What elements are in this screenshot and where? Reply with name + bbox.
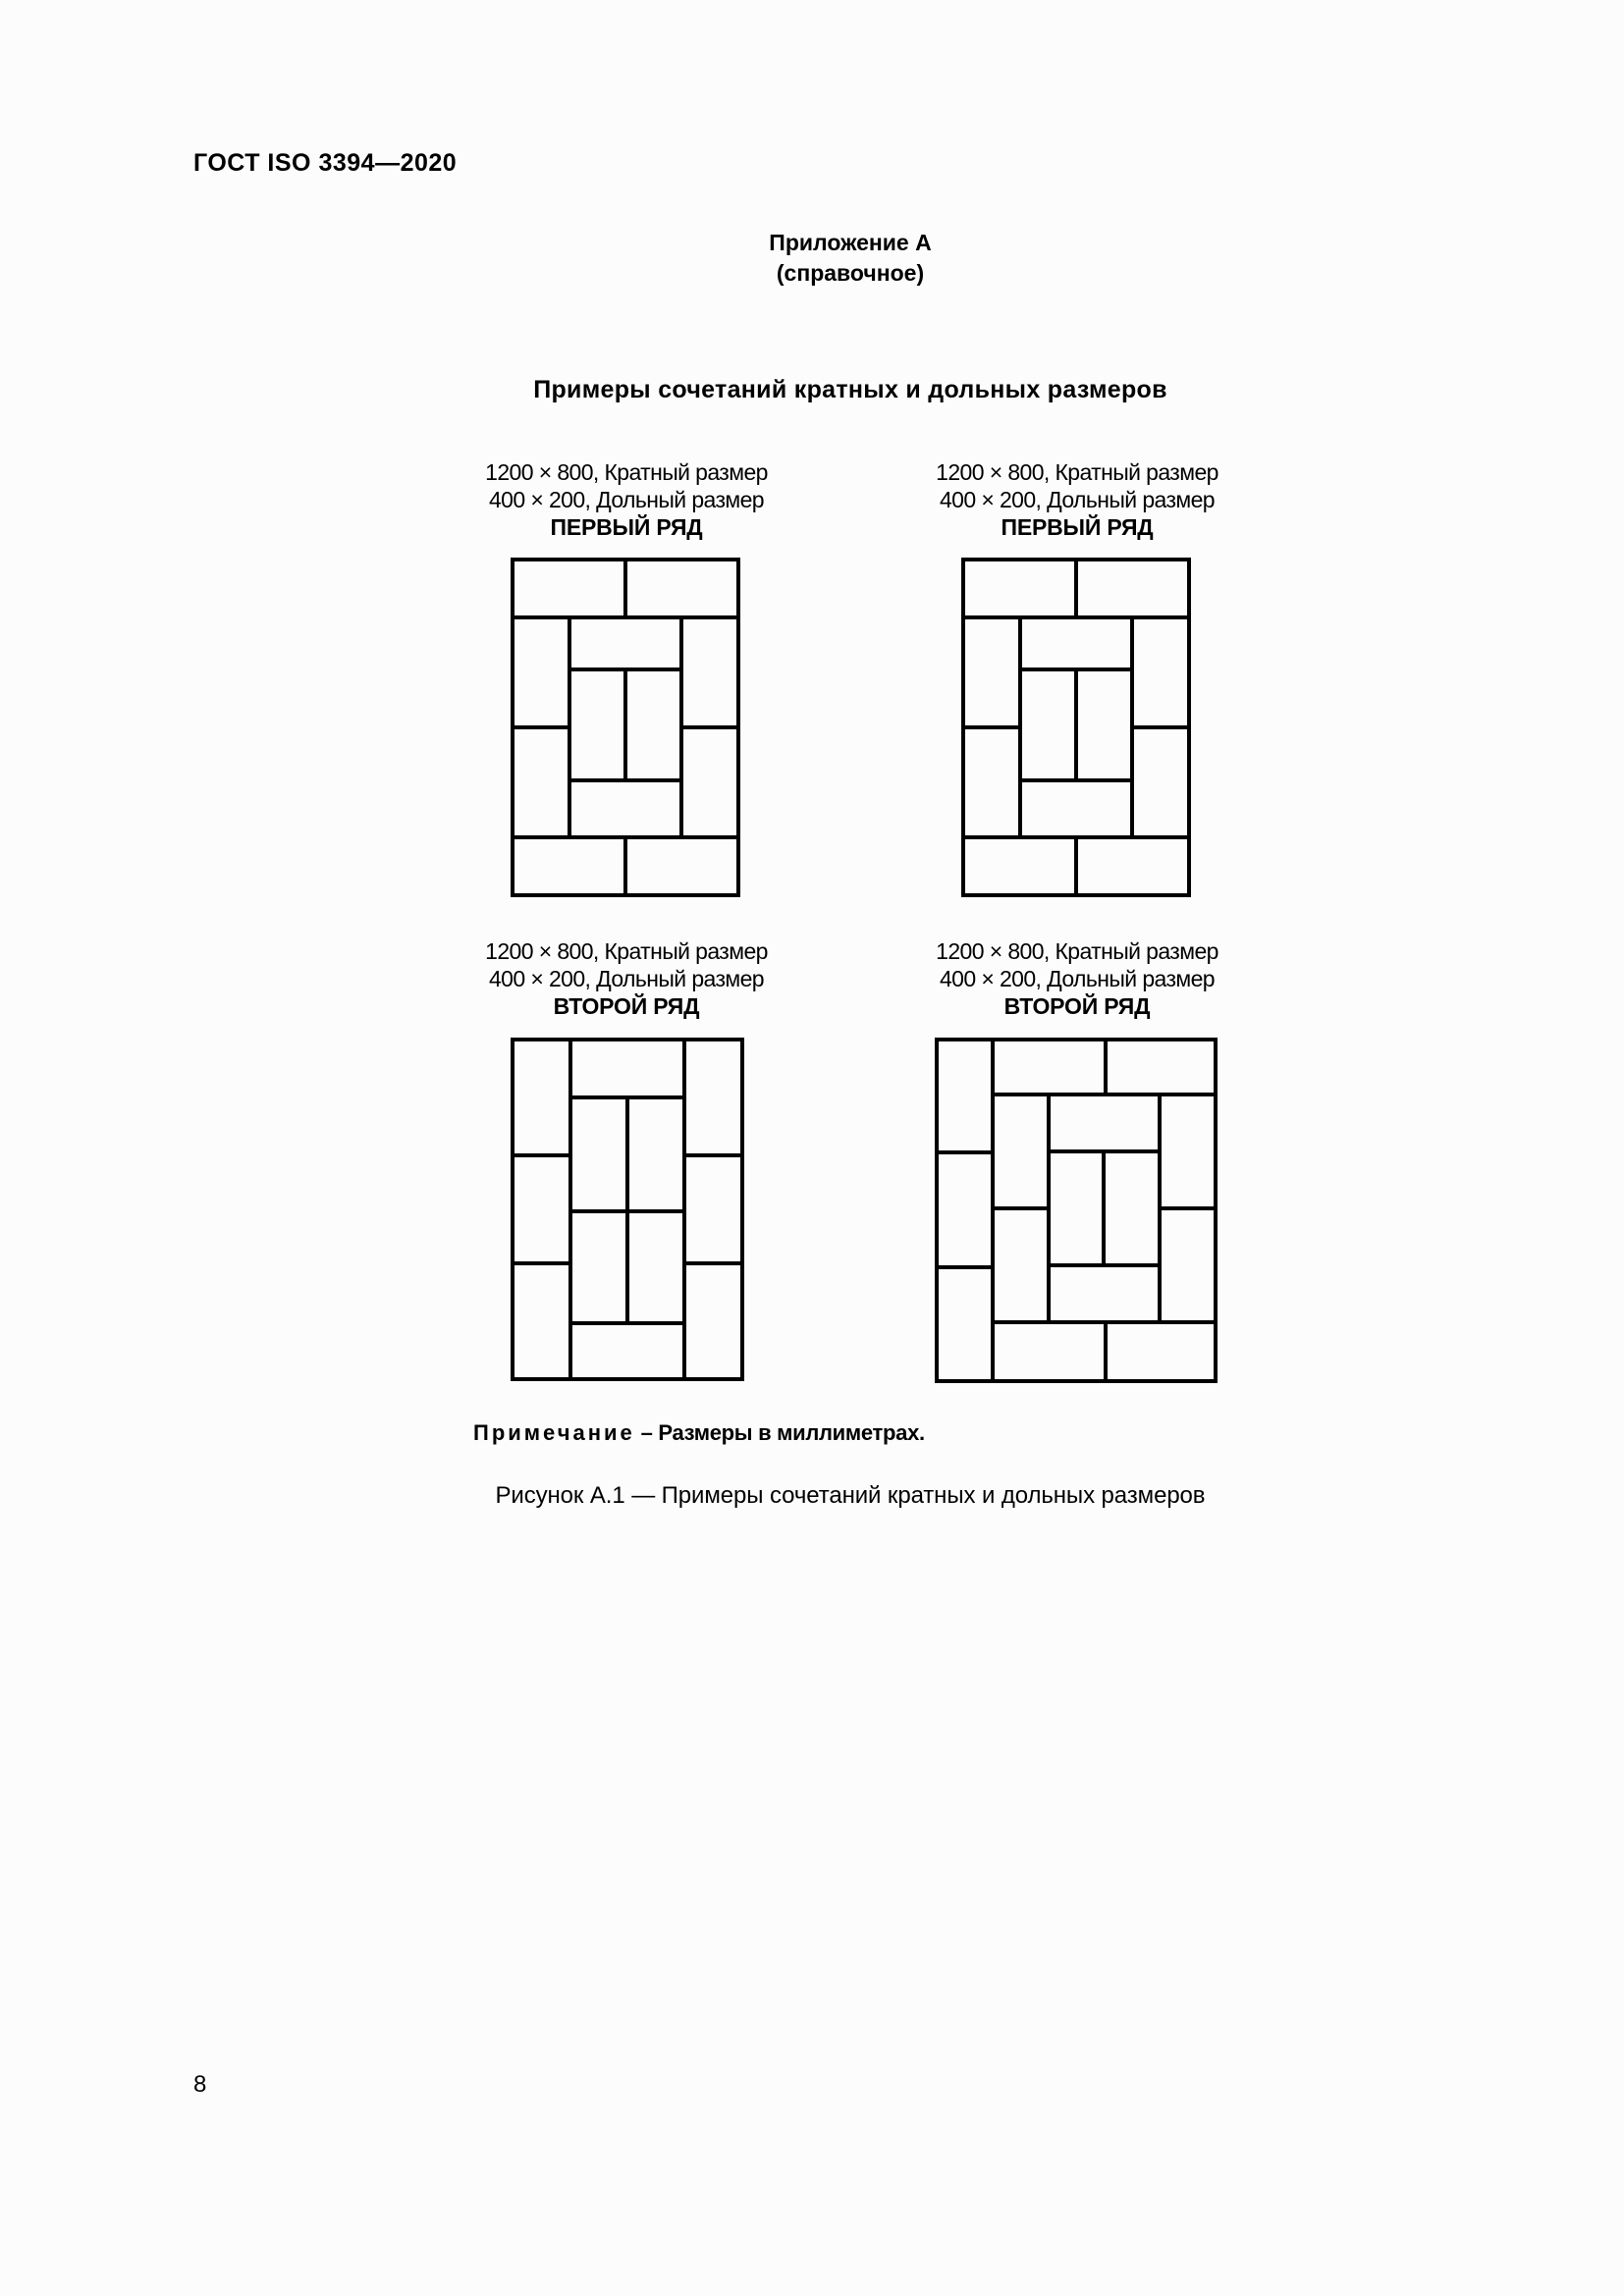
pallet-block: [963, 560, 1076, 617]
pallet-block: [625, 560, 738, 617]
page-number: 8: [193, 2071, 207, 2098]
caption-row-name: ВТОРОЙ РЯД: [553, 993, 700, 1019]
pallet-block: [993, 1208, 1049, 1322]
pallet-block: [570, 1040, 684, 1097]
pallet-block: [513, 1155, 570, 1263]
dimensions-note: [473, 1420, 925, 1446]
pallet-block: [1020, 780, 1132, 837]
pallet-block: [625, 837, 738, 895]
pallet-block: [513, 560, 625, 617]
pattern-caption-top-left: [420, 458, 833, 541]
caption-fractional-size: 400 × 200, Дольный размер: [939, 487, 1215, 512]
caption-fractional-size: 400 × 200, Дольный размер: [939, 966, 1215, 991]
pallet-block: [684, 1040, 742, 1155]
document-code: ГОСТ ISO 3394—2020: [193, 149, 458, 177]
pallet-block: [569, 669, 625, 780]
pallet-block: [937, 1267, 993, 1381]
annex-label: Приложение А: [769, 230, 932, 255]
caption-row-name: ВТОРОЙ РЯД: [1003, 993, 1151, 1019]
pallet-block: [569, 780, 681, 837]
pallet-block: [1160, 1095, 1216, 1208]
pallet-block: [569, 617, 681, 669]
pallet-block: [1106, 1040, 1216, 1095]
caption-multiple-size: 1200 × 800, Кратный размер: [936, 938, 1218, 964]
pallet-block: [937, 1040, 993, 1152]
caption-row-name: ПЕРВЫЙ РЯД: [1001, 514, 1154, 540]
pallet-block: [513, 1040, 570, 1155]
pallet-block: [513, 1263, 570, 1379]
pallet-pattern-first-row-left: [511, 558, 740, 897]
pallet-pattern-second-row-right: [935, 1038, 1218, 1383]
caption-row-name: ПЕРВЫЙ РЯД: [550, 514, 703, 540]
annex-type: (справочное): [776, 260, 925, 286]
pallet-block: [937, 1152, 993, 1267]
pallet-block: [625, 669, 681, 780]
pallet-block: [1132, 617, 1189, 727]
section-heading: Примеры сочетаний кратных и дольных размеров: [533, 376, 1167, 403]
pattern-caption-bottom-left: [420, 937, 833, 1020]
pallet-block: [627, 1097, 684, 1211]
pallet-block: [963, 617, 1020, 727]
pattern-caption-top-right: [871, 458, 1283, 541]
pallet-block: [570, 1097, 627, 1211]
pallet-pattern-second-row-left: [511, 1038, 744, 1381]
pallet-block: [993, 1322, 1106, 1381]
pallet-block: [684, 1263, 742, 1379]
pallet-block: [1020, 669, 1076, 780]
pallet-block: [1076, 669, 1132, 780]
pallet-block: [993, 1040, 1106, 1095]
pallet-block: [963, 727, 1020, 837]
pallet-block: [1076, 837, 1189, 895]
pallet-block: [681, 727, 738, 837]
annex-title: [589, 228, 1111, 289]
note-text: Размеры в миллиметрах.: [658, 1420, 925, 1445]
pallet-block: [1106, 1322, 1216, 1381]
pallet-block: [1020, 617, 1132, 669]
note-dash: –: [634, 1420, 659, 1445]
pallet-block: [1076, 560, 1189, 617]
pallet-block: [1049, 1151, 1104, 1265]
pallet-block: [513, 617, 569, 727]
pallet-block: [627, 1211, 684, 1323]
pallet-block: [1049, 1265, 1160, 1322]
pallet-pattern-first-row-right: [961, 558, 1191, 897]
note-label: Примечание: [473, 1420, 635, 1445]
pallet-block: [513, 727, 569, 837]
pallet-block: [570, 1211, 627, 1323]
caption-multiple-size: 1200 × 800, Кратный размер: [485, 938, 768, 964]
pallet-block: [1160, 1208, 1216, 1322]
pallet-block: [570, 1323, 684, 1379]
caption-fractional-size: 400 × 200, Дольный размер: [488, 966, 764, 991]
pattern-caption-bottom-right: [871, 937, 1283, 1020]
caption-multiple-size: 1200 × 800, Кратный размер: [936, 459, 1218, 485]
pallet-block: [963, 837, 1076, 895]
pallet-block: [1104, 1151, 1160, 1265]
figure-caption: Рисунок А.1 — Примеры сочетаний кратных и дольных размеров: [495, 1482, 1206, 1509]
pallet-block: [1132, 727, 1189, 837]
pallet-block: [681, 617, 738, 727]
pallet-block: [1049, 1095, 1160, 1151]
pallet-block: [684, 1155, 742, 1263]
pallet-block: [993, 1095, 1049, 1208]
caption-fractional-size: 400 × 200, Дольный размер: [488, 487, 764, 512]
caption-multiple-size: 1200 × 800, Кратный размер: [485, 459, 768, 485]
pallet-block: [513, 837, 625, 895]
